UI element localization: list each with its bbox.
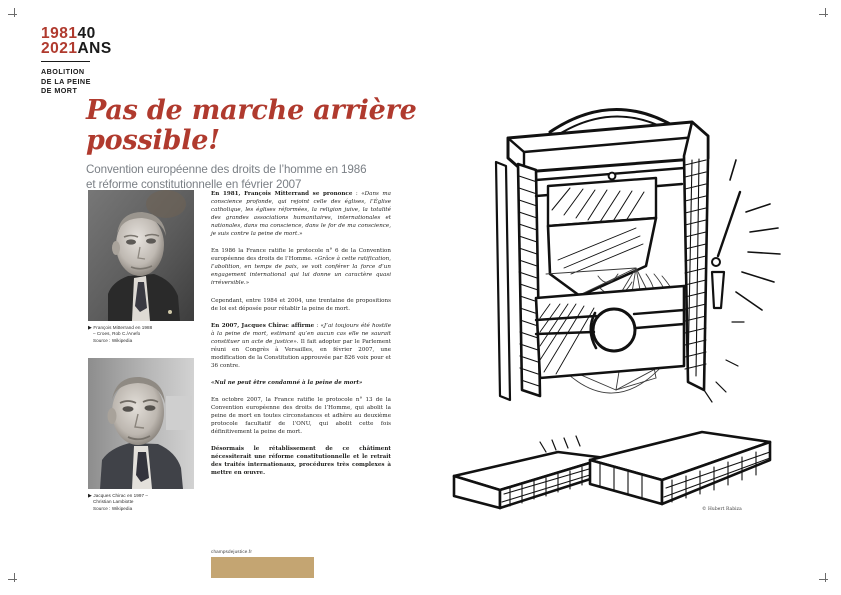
quote-chirac: J’ai toujours été hostile à la peine de mort, estimant qu’en aucun cas elle ne saurait constituer un acte de justice (211, 322, 391, 345)
caption-line-3: Source : Wikipedia (93, 505, 133, 511)
caption-line-2: Christian Lambiotte (93, 499, 134, 505)
crop-mark-top-left (8, 8, 22, 22)
logo-line-second (41, 39, 161, 57)
caption-line-1: ▶ François Mitterrand en 1988 (88, 325, 153, 331)
constitution-quote-highlight: «Nul ne peut être condamné à la peine de mort» (211, 379, 363, 386)
logo-anniversary-unit: ANS (77, 39, 112, 57)
photo-caption-chirac (88, 493, 194, 512)
page-subtitle-line-2: et réforme constitutionnelle en février 2007 (86, 177, 302, 191)
footer-website-url[interactable]: champsdejustice.fr (211, 549, 252, 554)
footer-gold-bar (211, 557, 314, 578)
paragraph-protocol-6: En 1986 la France ratifie le protocole n° 6 de la Convention européenne des droits de l’Homme. «Grâce à cette ratification, l’abolition, en temps de paix, se voit conférer la force d’un engagement international qui lui donne un caractère quasi irréversible.» (211, 248, 392, 287)
crop-mark-bottom-left (8, 573, 22, 587)
logo-divider (41, 61, 90, 62)
paragraph-proposals: Cependant, entre 1984 et 2004, une trentaine de propositions de loi est déposée pour rétablir la peine de mort. (211, 297, 391, 312)
crop-mark-bottom-right (819, 573, 833, 587)
logo-subtitle-line-3: DE MORT (41, 85, 78, 95)
page-title: Pas de marche arrière possible! (86, 95, 417, 156)
brand-logo (41, 27, 161, 95)
caption-line-1: ▶ Jacques Chirac en 1997 – (88, 493, 148, 499)
logo-subtitle-line-1: ABOLITION (41, 67, 85, 77)
logo-anniversary-count: 40 (77, 25, 96, 42)
illustration-credit: © Hubert Rabiza (702, 507, 742, 512)
logo-year-to: 2021 (41, 39, 78, 57)
caption-line-2: – Croes, Rob C./Anefo (93, 331, 141, 337)
caption-line-3: Source : Wikipedia (93, 337, 133, 343)
logo-year-from: 1981 (41, 25, 78, 42)
triangle-bullet-icon: ▶ (88, 493, 92, 499)
logo-subtitle (41, 67, 161, 95)
paragraph-conclusion: Désormais le rétablissement de ce châtiment nécessiterait une réforme constitutionnelle et le retrait des traités internationaux, procédures très complexes à mettre en œuvre. (211, 446, 391, 477)
article-body (211, 190, 391, 486)
paragraph-protocol-13: En octobre 2007, la France ratifie le protocole n° 13 de la Convention européenne des droits de l’Homme, qui abolit la peine de mort en toutes circonstances et adhère au deuxième protocole facultatif de l’ONU, qui abolit cette fois définitivement la peine de mort. (211, 396, 391, 436)
photo-block-chirac (88, 358, 194, 512)
crop-mark-top-right (819, 8, 833, 22)
lead-in-mitterrand: En 1981, François Mitterrand se prononce (211, 191, 353, 197)
quote-mitterrand: Dans ma conscience profonde, qui rejoint celle des églises, l’Église catholique, les églises réformées, la religion juive, la totalité des grandes associations humanitaires, internationales et nationales, dans ma conscience, dans le for de ma conscience, je suis contre la peine de mort. (211, 191, 392, 238)
photo-chirac (88, 358, 194, 489)
paragraph-mitterrand-quote: En 1981, François Mitterrand se prononce : «Dans ma conscience profonde, qui rejoint celle des églises, l’Église catholique, les églises réformées, la religion juive, la totalité des grandes associations humanitaires, internationales et nationales, dans ma conscience, dans le for de ma conscience, je suis contre la peine de mort.» (211, 191, 392, 238)
paragraph-chirac-quote: En 2007, Jacques Chirac affirme : «J’ai toujours été hostile à la peine de mort, estimant qu’en aucun cas elle ne saurait constituer un acte de justice». Il fait adopter par le Parlement réuni en Congrès à Versailles, en février 2007, une modification de la Constitution approuvée par 826 voix pour et 36 contre. (211, 322, 391, 369)
photo-caption-mitterrand (88, 325, 194, 344)
triangle-bullet-icon: ▶ (88, 325, 92, 331)
quote-protocol-6: Grâce à cette ratification, l’abolition, en temps de paix, se voit conférer la force d’un engagement international qui lui donne un caractère quasi irréversible. (211, 256, 392, 287)
photo-mitterrand (88, 190, 194, 321)
photo-block-mitterrand (88, 190, 194, 344)
logo-subtitle-line-2: DE LA PEINE (41, 76, 91, 86)
page-subtitle-line-1: Convention européenne des droits de l’homme en 1986 (86, 163, 367, 176)
lead-in-chirac: En 2007, Jacques Chirac affirme (211, 322, 315, 329)
guillotine-illustration (440, 60, 820, 530)
